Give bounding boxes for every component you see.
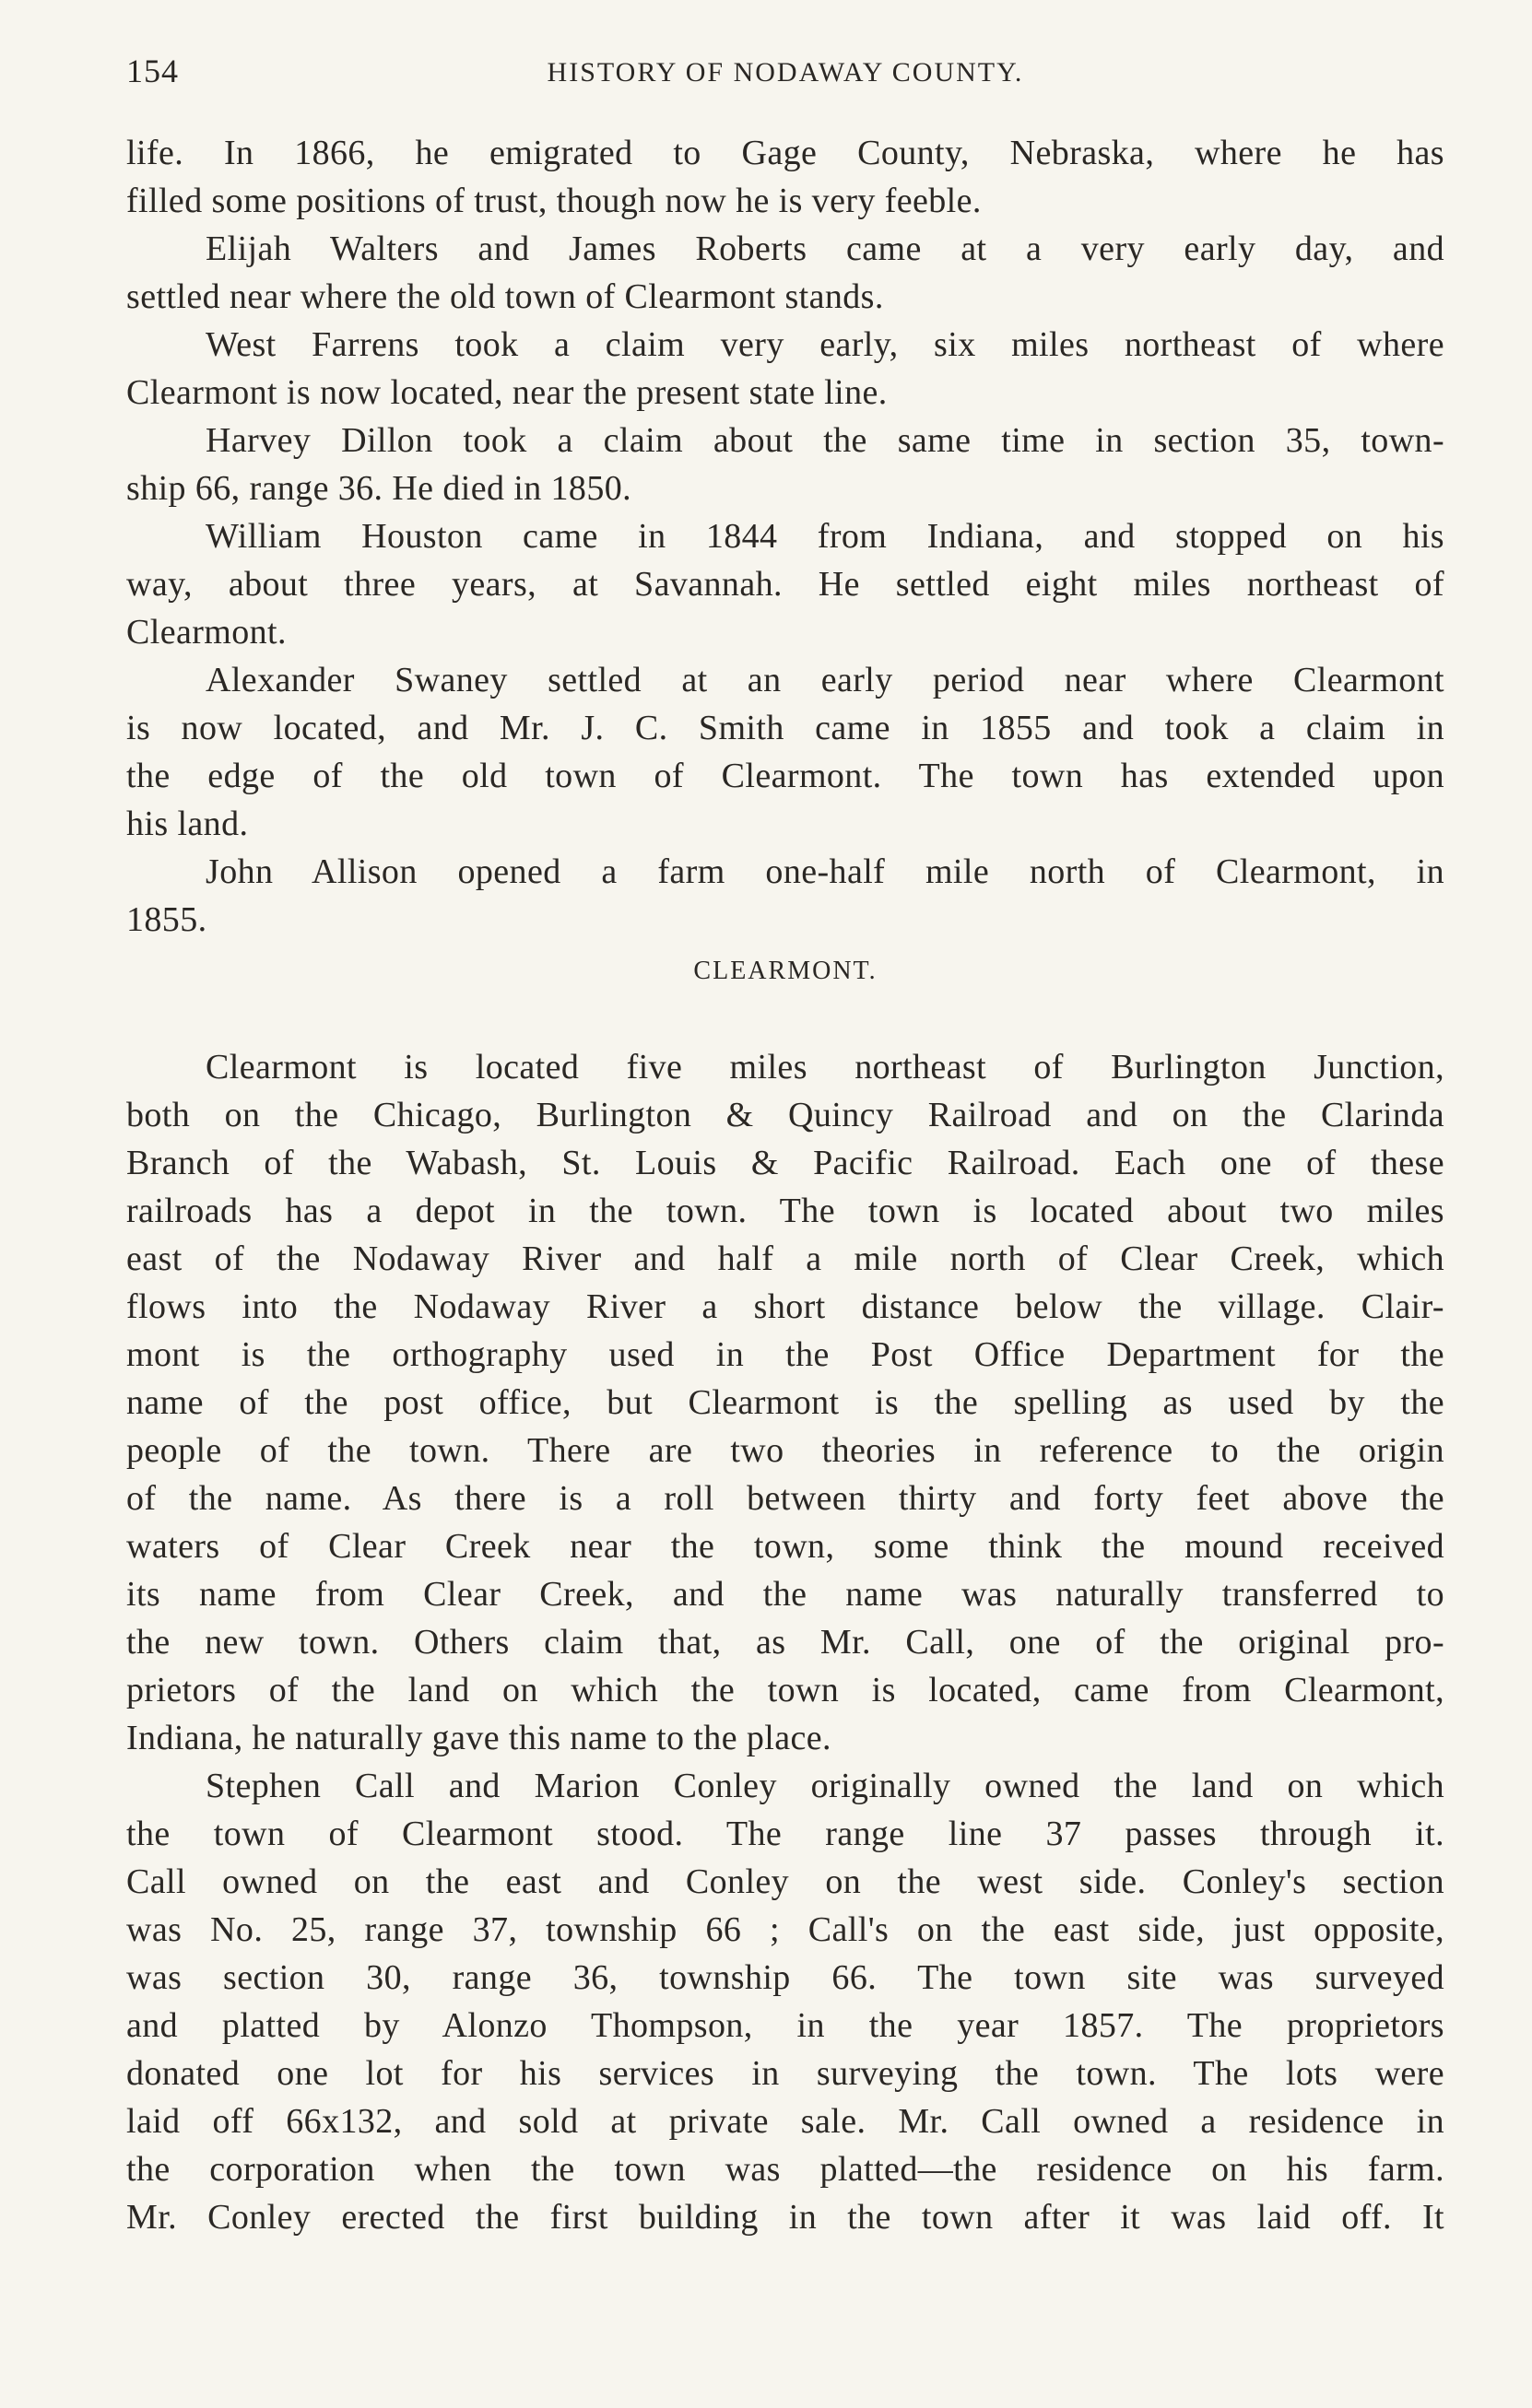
text-line: mont is the orthography used in the Post Office Department for the [126,1335,1444,1374]
text-line: ship 66, range 36. He died in 1850. [126,469,632,508]
text-line: Indiana, he naturally gave this name to the place. [126,1719,831,1757]
text-line: settled near where the old town of Clearmont stands. [126,277,884,316]
text-line: donated one lot for his services in surveying the town. The lots were [126,2054,1444,2093]
text-line: Call owned on the east and Conley on the west side. Conley's section [126,1862,1444,1901]
text-line: people of the town. There are two theories in reference to the origin [126,1431,1444,1470]
text-line: was No. 25, range 37, township 66 ; Call's on the east side, just opposite, [126,1910,1444,1949]
text-line: Elijah Walters and James Roberts came at a very early day, and [206,229,1444,268]
text-line: waters of Clear Creek near the town, some think the mound received [126,1527,1444,1566]
text-line: was section 30, range 36, township 66. The town site was surveyed [126,1958,1444,1997]
text-line: Clearmont is located five miles northeast of Burlington Junction, [206,1048,1444,1087]
text-line: of the name. As there is a roll between thirty and forty feet above the [126,1479,1444,1518]
text-line: east of the Nodaway River and half a mile north of Clear Creek, which [126,1239,1444,1278]
text-line: life. In 1866, he emigrated to Gage County, Nebraska, where he has [126,134,1444,172]
running-title: HISTORY OF NODAWAY COUNTY. [547,57,1024,88]
text-line: Branch of the Wabash, St. Louis & Pacific Railroad. Each one of these [126,1144,1444,1182]
text-line: Harvey Dillon took a claim about the same time in section 35, town- [206,421,1444,460]
text-line: laid off 66x132, and sold at private sale. Mr. Call owned a residence in [126,2102,1444,2141]
page-header [126,52,1444,107]
text-block-before-heading [126,129,1444,944]
text-line: is now located, and Mr. J. C. Smith came in 1855 and took a claim in [126,709,1444,747]
text-line: his land. [126,805,249,843]
page-number: 154 [126,53,179,89]
text-line: 1855. [126,900,207,939]
text-line: railroads has a depot in the town. The town is located about two miles [126,1192,1444,1230]
body-text [126,129,1444,2241]
text-line: flows into the Nodaway River a short distance below the village. Clair- [126,1287,1444,1326]
text-line: filled some positions of trust, though now he is very feeble. [126,182,982,220]
text-line: way, about three years, at Savannah. He settled eight miles northeast of [126,565,1444,604]
text-line: name of the post office, but Clearmont is the spelling as used by the [126,1383,1444,1422]
section-heading: CLEARMONT. [693,957,878,985]
text-line: William Houston came in 1844 from Indiana, and stopped on his [206,517,1444,556]
text-line: its name from Clear Creek, and the name was naturally transferred to [126,1575,1444,1614]
text-line: prietors of the land on which the town is located, came from Clearmont, [126,1671,1444,1709]
text-line: Clearmont is now located, near the present state line. [126,373,888,412]
text-line: Clearmont. [126,613,287,652]
text-line: John Allison opened a farm one-half mile north of Clearmont, in [206,852,1444,891]
text-line: West Farrens took a claim very early, six miles northeast of where [206,325,1444,364]
text-block-after-heading [126,1043,1444,2241]
text-line: the corporation when the town was platted—the residence on his farm. [126,2150,1444,2189]
text-line: the edge of the old town of Clearmont. The town has extended upon [126,757,1444,795]
text-line: Alexander Swaney settled at an early period near where Clearmont [206,661,1444,699]
text-line: the town of Clearmont stood. The range line 37 passes through it. [126,1815,1444,1853]
text-line: both on the Chicago, Burlington & Quincy Railroad and on the Clarinda [126,1096,1444,1134]
text-line: Stephen Call and Marion Conley originally owned the land on which [206,1767,1444,1805]
text-line: and platted by Alonzo Thompson, in the year 1857. The proprietors [126,2006,1444,2045]
text-line: the new town. Others claim that, as Mr. Call, one of the original pro- [126,1623,1444,1662]
text-line: Mr. Conley erected the first building in the town after it was laid off. It [126,2198,1444,2237]
